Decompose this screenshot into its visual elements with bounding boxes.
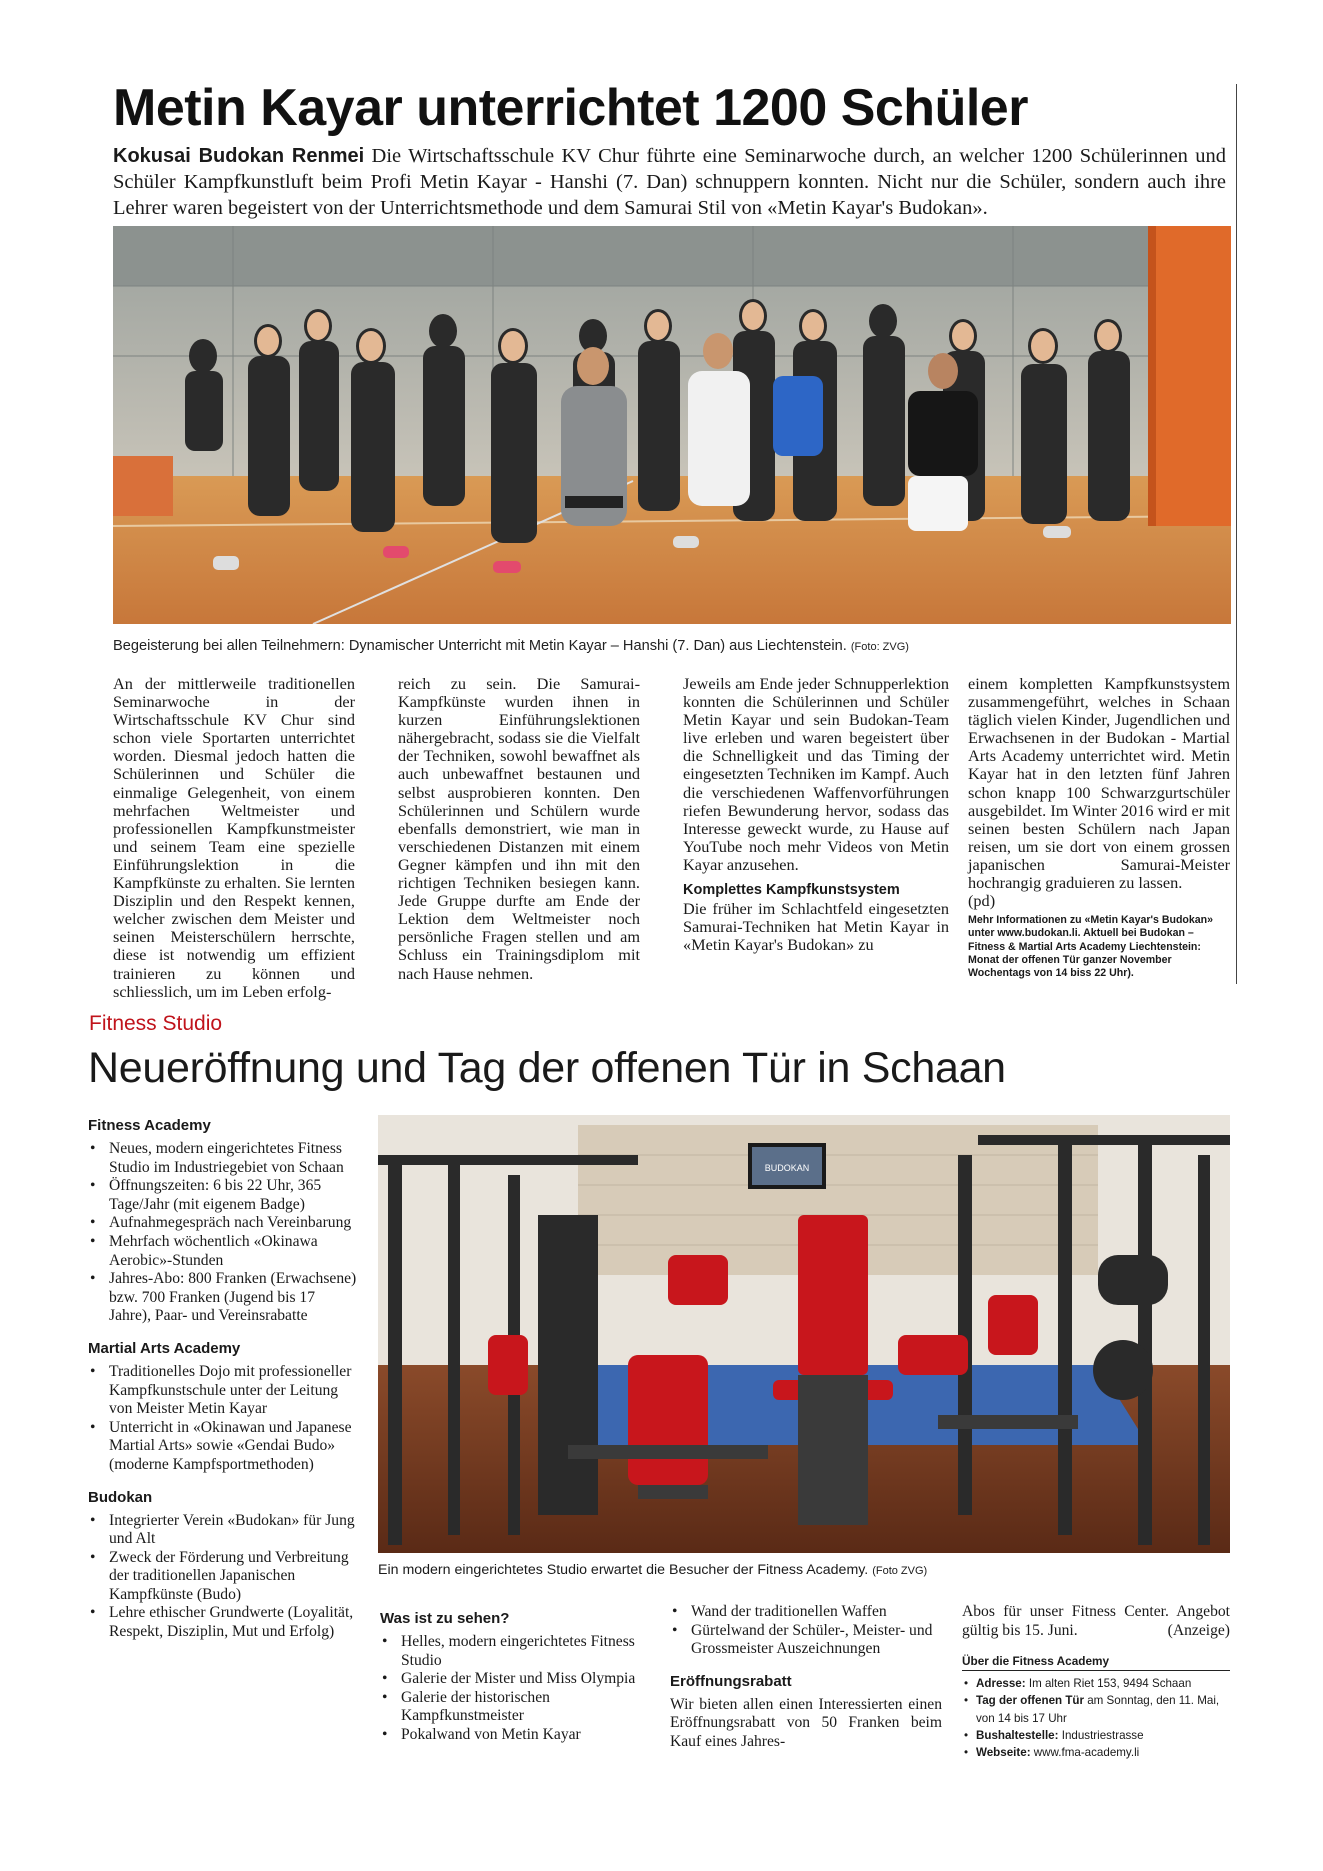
info-label: Adresse:: [976, 1677, 1026, 1691]
list-item: • Aufnahmegespräch nach Vereinbarung: [88, 1214, 358, 1233]
column-3-text: Jeweils am Ende jeder Schnupperlektion konnten die Schülerinnen und Schüler Metin Kayar und sein Budokan-Team live erleben und waren begeistert über die Schnelligkeit und das Timing der eingesetzten Techniken im Kampf. Auch die verschiedenen Waffenvorführungen riefen Bewunderung hervor, sodass das Interesse geweckt wurde, zu Hause auf YouTube noch mehr Videos von Metin Kayar anzusehen.: [683, 674, 949, 874]
lead-kicker: Kokusai Budokan Renmei: [113, 145, 365, 167]
article-column-3: [683, 675, 949, 954]
info-box-title: Über die Fitness Academy: [962, 1654, 1230, 1671]
tv-screen-text: BUDOKAN: [764, 1163, 810, 1173]
list-item: • Galerie der Mister und Miss Olympia: [380, 1670, 650, 1689]
group-photo: [113, 226, 1231, 624]
info-label: Webseite:: [976, 1746, 1031, 1759]
column-2-text: reich zu sein. Die Samurai-Kampfkünste wurden ihnen in kurzen Einführungslektionen nähergebracht, sodass sie die Vielfalt der Techniken, sowohl bewaffnet als auch unbewaffnet bestaunen und selbst ausprobieren konnten. Den Schülerinnen und Schülern wurde ebenfalls demonstriert, wie man in verschiedenen Distanzen mit einem Gegner kämpfen und ihn mit den richtigen Techniken besiegen kann. Jede Gruppe durfte am Ende der Lektion dem Weltmeister noch persönliche Fragen stellen und am Schluss ein Trainingsdiplom mit nach Hause nehmen.: [398, 674, 640, 983]
bottom-column-2: [670, 1603, 942, 1752]
list-item: • Pokalwand von Metin Kayar: [380, 1726, 650, 1745]
column-3-paragraph: [962, 1603, 1230, 1640]
info-list: [962, 1675, 1230, 1761]
info-value: am Sonntag, den 11. Mai, von 14 bis 17 Uhr: [976, 1694, 1220, 1725]
section-kicker: Fitness Studio: [89, 1012, 223, 1035]
list-item: • Integrierter Verein «Budokan» für Jung und Alt: [88, 1512, 358, 1549]
column-3-text-2: Die früher im Schlachtfeld eingesetzten Samurai-Techniken hat Metin Kayar in «Metin Kayar's Budokan» zu: [683, 899, 949, 955]
sidebar-heading-fitness: Fitness Academy: [88, 1117, 211, 1134]
photo-credit: (Foto: ZVG): [850, 641, 909, 653]
list-item: • Traditionelles Dojo mit professioneller Kampfkunstschule unter der Leitung von Meister Metin Kayar: [88, 1363, 358, 1419]
info-note: Mehr Informationen zu «Metin Kayar's Budokan» unter www.budokan.li. Aktuell bei Budokan – Fitness & Martial Arts Academy Liechtenstein: Monat der offenen Tür ganzer November Wochentags von 14 biss 22 Uhr).: [968, 914, 1214, 980]
ad-label: (Anzeige): [1167, 1621, 1230, 1639]
photo-credit-2: (Foto ZVG): [872, 1565, 928, 1577]
list-item: • Galerie der historischen Kampfkunstmeister: [380, 1689, 650, 1726]
list-item: • Jahres-Abo: 800 Franken (Erwachsene) bzw. 700 Franken (Jugend bis 17 Jahre), Paar- und Vereinsrabatte: [88, 1270, 358, 1326]
headline-2: Neueröffnung und Tag der offenen Tür in Schaan: [88, 1044, 1006, 1092]
list-item: • Gürtelwand der Schüler-, Meister- und Grossmeister Auszeichnungen: [670, 1622, 942, 1659]
column-heading: Was ist zu sehen?: [380, 1610, 510, 1627]
info-open-day: [962, 1692, 1230, 1726]
list-item: • Helles, modern eingerichtetes Fitness Studio: [380, 1633, 650, 1670]
info-label: Bushaltestelle:: [976, 1728, 1059, 1742]
lead-paragraph: [113, 143, 1226, 221]
list-item: • Lehre ethischer Grundwerte (Loyalität, Respekt, Disziplin, Mut und Erfolg): [88, 1604, 358, 1641]
column-text: Wir bieten allen einen Interessierten einen Eröffnungsrabatt von 50 Franken beim Kauf eines Jahres-: [670, 1695, 942, 1750]
list-item: • Wand der traditionellen Waffen: [670, 1603, 942, 1622]
website-link[interactable]: www.fma-academy.li: [1033, 1746, 1140, 1759]
sidebar-heading-martial: Martial Arts Academy: [88, 1339, 241, 1357]
info-address: [962, 1675, 1230, 1692]
photo-caption: [113, 638, 909, 654]
studio-photo-illustration: [378, 1115, 1230, 1553]
lead-text: Die Wirtschaftsschule KV Chur führte eine Seminarwoche durch, an welcher 1200 Schülerinnen und Schüler Kampfkunstluft beim Profi Metin Kayar - Hanshi (7. Dan) schnuppern konnten. Nicht nur die Schüler, sondern auch ihre Lehrer waren begeistert von der Unterrichtsmethode und dem Samurai Stil von «Metin Kayar's Budokan».: [113, 145, 1227, 219]
column-1-text: An der mittlerweile traditionellen Seminarwoche in der Wirtschaftsschule KV Chur sind schon viele Sportarten unterrichtet worden. Diesmal jedoch hatten die Schülerinnen und Schüler die einmalige Gelegenheit, von einem mehrfachen Weltmeister und professionellen Kampfkunstmeister und seinem Team eine spezielle Einführungslektion in die Kampfkünste zu erhalten. Sie lernten Disziplin und den Respekt kennen, welcher zwischen dem Meister und seinen Meisterschülern herrschte, diese ist notwendig um effizient trainieren zu können und schliesslich, um im Leben erfolg-: [113, 674, 355, 1001]
sidebar-factbox: [88, 1117, 358, 1642]
studio-photo: [378, 1115, 1230, 1553]
list-item: • Öffnungszeiten: 6 bis 22 Uhr, 365 Tage/Jahr (mit eigenem Badge): [88, 1177, 358, 1214]
column-4-text: einem kompletten Kampfkunstsystem zusammengeführt, welches in Schaan täglich vielen Kinder, Jugendlichen und Erwachsenen in der Budokan - Martial Arts Academy unterrichtet wird. Metin Kayar hat in den letzten fünf Jahren schon knapp 100 Schwarzgurtschüler ausgebildet. Im Winter 2016 wird er mit seinen besten Schülern nach Japan reisen, um sie dort von einem grossen japanischen Samurai-Meister hochrangig graduieren zu lassen.: [968, 674, 1230, 893]
caption-2-text: Ein modern eingerichtetes Studio erwartet die Besucher der Fitness Academy.: [378, 1562, 869, 1578]
column-rule: [1236, 84, 1237, 984]
bottom-column-3: [962, 1603, 1230, 1761]
list-item: • Neues, modern eingerichtetes Fitness Studio im Industriegebiet von Schaan: [88, 1140, 358, 1177]
bottom-column-1: [380, 1610, 650, 1745]
sidebar-heading-budokan: Budokan: [88, 1488, 153, 1506]
article-column-1: [113, 675, 355, 1001]
list-item: • Mehrfach wöchentlich «Okinawa Aerobic»-Stunden: [88, 1233, 358, 1270]
column-heading-2: Eröffnungsrabatt: [670, 1672, 792, 1690]
info-bus: [962, 1727, 1230, 1744]
headline: Metin Kayar unterrichtet 1200 Schüler: [113, 79, 1028, 137]
article-column-4: [968, 675, 1230, 980]
info-value: Im alten Riet 153, 9494 Schaan: [1028, 1677, 1192, 1691]
list-item: • Unterricht in «Okinawan und Japanese Martial Arts» sowie «Gendai Budo» (moderne Kampfsportmethoden): [88, 1419, 358, 1475]
column-3-subheading: Komplettes Kampfkunstsystem: [683, 882, 900, 899]
photo-caption-2: [378, 1562, 927, 1578]
list-item: • Zweck der Förderung und Verbreitung der traditionellen Japanischen Kampfkünste (Budo): [88, 1549, 358, 1605]
group-photo-illustration: [113, 226, 1231, 624]
info-value: Industriestrasse: [1061, 1728, 1144, 1742]
article-column-2: [398, 675, 640, 983]
column-text-3: Abos für unser Fitness Center. Angebot gültig bis 15. Juni.: [962, 1603, 1230, 1639]
info-label: Tag der offenen Tür: [976, 1694, 1084, 1708]
caption-text: Begeisterung bei allen Teilnehmern: Dynamischer Unterricht mit Metin Kayar – Hanshi (7. Dan) aus Liechtenstein.: [113, 638, 847, 654]
author-sign: (pd): [968, 891, 996, 911]
info-web: [962, 1744, 1230, 1761]
